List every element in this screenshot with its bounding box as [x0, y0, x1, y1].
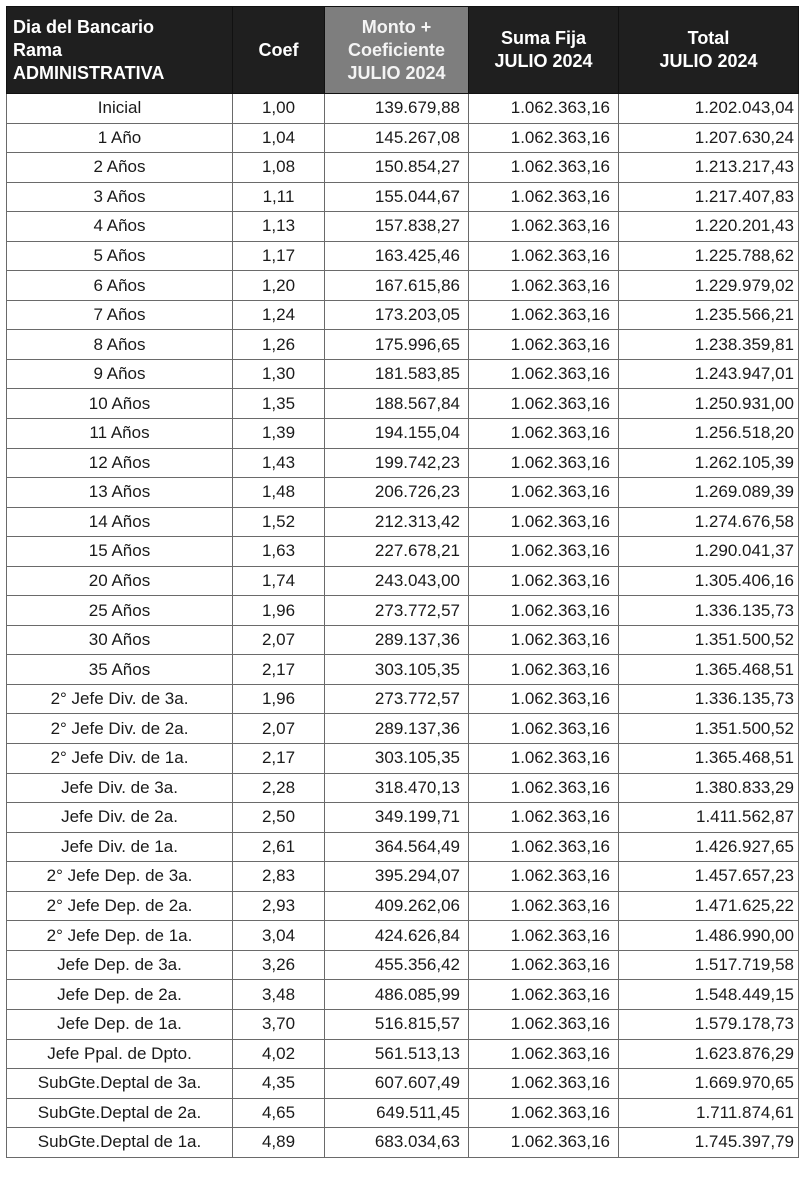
monto-cell: 395.294,07: [325, 862, 469, 892]
coef-cell: 2,50: [233, 803, 325, 833]
total-cell: 1.250.931,00: [619, 389, 799, 419]
total-cell: 1.380.833,29: [619, 773, 799, 803]
category-cell: Jefe Div. de 1a.: [7, 832, 233, 862]
monto-cell: 409.262,06: [325, 891, 469, 921]
table-row: [7, 271, 799, 301]
table-row: [7, 803, 799, 833]
monto-cell: 455.356,42: [325, 950, 469, 980]
total-cell: 1.336.135,73: [619, 684, 799, 714]
suma-fija-cell: 1.062.363,16: [469, 241, 619, 271]
category-cell: 2° Jefe Dep. de 2a.: [7, 891, 233, 921]
coef-cell: 3,48: [233, 980, 325, 1010]
coef-cell: 2,17: [233, 655, 325, 685]
header-total-line: JULIO 2024: [659, 51, 758, 71]
category-cell: 30 Años: [7, 625, 233, 655]
coef-cell: 4,35: [233, 1069, 325, 1099]
monto-cell: 289.137,36: [325, 714, 469, 744]
table-row: [7, 241, 799, 271]
category-cell: 11 Años: [7, 419, 233, 449]
category-cell: 2° Jefe Div. de 1a.: [7, 744, 233, 774]
category-cell: Jefe Dep. de 1a.: [7, 1009, 233, 1039]
suma-fija-cell: 1.062.363,16: [469, 359, 619, 389]
monto-cell: 167.615,86: [325, 271, 469, 301]
total-cell: 1.235.566,21: [619, 300, 799, 330]
header-monto-line: Monto +: [361, 16, 432, 37]
coef-cell: 3,26: [233, 950, 325, 980]
table-row: [7, 537, 799, 567]
header-total: [619, 7, 799, 94]
monto-cell: 303.105,35: [325, 744, 469, 774]
category-cell: 5 Años: [7, 241, 233, 271]
table-row: [7, 832, 799, 862]
table-row: [7, 714, 799, 744]
suma-fija-cell: 1.062.363,16: [469, 980, 619, 1010]
category-cell: 3 Años: [7, 182, 233, 212]
suma-fija-cell: 1.062.363,16: [469, 271, 619, 301]
table-row: [7, 448, 799, 478]
monto-cell: 163.425,46: [325, 241, 469, 271]
header-category-line: ADMINISTRATIVA: [13, 62, 165, 83]
table-row: [7, 625, 799, 655]
suma-fija-cell: 1.062.363,16: [469, 832, 619, 862]
category-cell: 35 Años: [7, 655, 233, 685]
total-cell: 1.548.449,15: [619, 980, 799, 1010]
suma-fija-cell: 1.062.363,16: [469, 950, 619, 980]
category-cell: 25 Años: [7, 596, 233, 626]
total-cell: 1.711.874,61: [619, 1098, 799, 1128]
total-cell: 1.426.927,65: [619, 832, 799, 862]
category-cell: 1 Año: [7, 123, 233, 153]
suma-fija-cell: 1.062.363,16: [469, 1098, 619, 1128]
suma-fija-cell: 1.062.363,16: [469, 478, 619, 508]
total-cell: 1.207.630,24: [619, 123, 799, 153]
monto-cell: 145.267,08: [325, 123, 469, 153]
table-row: [7, 389, 799, 419]
monto-cell: 424.626,84: [325, 921, 469, 951]
monto-cell: 194.155,04: [325, 419, 469, 449]
monto-cell: 303.105,35: [325, 655, 469, 685]
total-cell: 1.262.105,39: [619, 448, 799, 478]
table-row: [7, 300, 799, 330]
category-cell: 8 Años: [7, 330, 233, 360]
monto-cell: 150.854,27: [325, 153, 469, 183]
monto-cell: 649.511,45: [325, 1098, 469, 1128]
table-row: [7, 94, 799, 124]
category-cell: 12 Años: [7, 448, 233, 478]
total-cell: 1.217.407,83: [619, 182, 799, 212]
monto-cell: 683.034,63: [325, 1128, 469, 1158]
monto-cell: 181.583,85: [325, 359, 469, 389]
category-cell: 2° Jefe Div. de 3a.: [7, 684, 233, 714]
coef-cell: 2,93: [233, 891, 325, 921]
category-cell: 2° Jefe Dep. de 1a.: [7, 921, 233, 951]
total-cell: 1.351.500,52: [619, 714, 799, 744]
suma-fija-cell: 1.062.363,16: [469, 803, 619, 833]
coef-cell: 4,89: [233, 1128, 325, 1158]
suma-fija-cell: 1.062.363,16: [469, 212, 619, 242]
table-header-row: [7, 7, 799, 94]
table-row: [7, 773, 799, 803]
total-cell: 1.269.089,39: [619, 478, 799, 508]
suma-fija-cell: 1.062.363,16: [469, 566, 619, 596]
monto-cell: 273.772,57: [325, 596, 469, 626]
suma-fija-cell: 1.062.363,16: [469, 419, 619, 449]
suma-fija-cell: 1.062.363,16: [469, 773, 619, 803]
total-cell: 1.486.990,00: [619, 921, 799, 951]
suma-fija-cell: 1.062.363,16: [469, 507, 619, 537]
monto-cell: 243.043,00: [325, 566, 469, 596]
coef-cell: 1,13: [233, 212, 325, 242]
monto-cell: 486.085,99: [325, 980, 469, 1010]
total-cell: 1.305.406,16: [619, 566, 799, 596]
category-cell: 20 Años: [7, 566, 233, 596]
suma-fija-cell: 1.062.363,16: [469, 1039, 619, 1069]
monto-cell: 212.313,42: [325, 507, 469, 537]
category-cell: SubGte.Deptal de 1a.: [7, 1128, 233, 1158]
total-cell: 1.243.947,01: [619, 359, 799, 389]
monto-cell: 227.678,21: [325, 537, 469, 567]
coef-cell: 1,08: [233, 153, 325, 183]
coef-cell: 1,52: [233, 507, 325, 537]
suma-fija-cell: 1.062.363,16: [469, 625, 619, 655]
total-cell: 1.225.788,62: [619, 241, 799, 271]
category-cell: 2 Años: [7, 153, 233, 183]
table-row: [7, 123, 799, 153]
monto-cell: 155.044,67: [325, 182, 469, 212]
total-cell: 1.579.178,73: [619, 1009, 799, 1039]
monto-cell: 607.607,49: [325, 1069, 469, 1099]
suma-fija-cell: 1.062.363,16: [469, 330, 619, 360]
total-cell: 1.411.562,87: [619, 803, 799, 833]
table-row: [7, 182, 799, 212]
category-cell: 7 Años: [7, 300, 233, 330]
monto-cell: 349.199,71: [325, 803, 469, 833]
suma-fija-cell: 1.062.363,16: [469, 655, 619, 685]
total-cell: 1.745.397,79: [619, 1128, 799, 1158]
header-category-line: Rama: [13, 39, 63, 60]
suma-fija-cell: 1.062.363,16: [469, 1009, 619, 1039]
total-cell: 1.351.500,52: [619, 625, 799, 655]
salary-table: [6, 6, 799, 1158]
monto-cell: 318.470,13: [325, 773, 469, 803]
monto-cell: 175.996,65: [325, 330, 469, 360]
total-cell: 1.202.043,04: [619, 94, 799, 124]
coef-cell: 1,30: [233, 359, 325, 389]
total-cell: 1.213.217,43: [619, 153, 799, 183]
coef-cell: 1,74: [233, 566, 325, 596]
total-cell: 1.471.625,22: [619, 891, 799, 921]
category-cell: 10 Años: [7, 389, 233, 419]
table-row: [7, 921, 799, 951]
header-total-line: Total: [687, 28, 730, 48]
category-cell: 13 Años: [7, 478, 233, 508]
suma-fija-cell: 1.062.363,16: [469, 862, 619, 892]
table-row: [7, 891, 799, 921]
total-cell: 1.365.468,51: [619, 744, 799, 774]
suma-fija-cell: 1.062.363,16: [469, 921, 619, 951]
table-row: [7, 1069, 799, 1099]
header-suma-fija: [469, 7, 619, 94]
suma-fija-cell: 1.062.363,16: [469, 94, 619, 124]
total-cell: 1.274.676,58: [619, 507, 799, 537]
coef-cell: 4,02: [233, 1039, 325, 1069]
coef-cell: 1,43: [233, 448, 325, 478]
header-suma-line: JULIO 2024: [494, 51, 593, 71]
monto-cell: 188.567,84: [325, 389, 469, 419]
table-body: [7, 94, 799, 1158]
category-cell: Jefe Div. de 2a.: [7, 803, 233, 833]
suma-fija-cell: 1.062.363,16: [469, 1069, 619, 1099]
total-cell: 1.229.979,02: [619, 271, 799, 301]
coef-cell: 4,65: [233, 1098, 325, 1128]
table-row: [7, 153, 799, 183]
category-cell: Jefe Div. de 3a.: [7, 773, 233, 803]
monto-cell: 157.838,27: [325, 212, 469, 242]
monto-cell: 273.772,57: [325, 684, 469, 714]
suma-fija-cell: 1.062.363,16: [469, 744, 619, 774]
coef-cell: 1,63: [233, 537, 325, 567]
header-suma-line: Suma Fija: [500, 28, 587, 48]
table-row: [7, 950, 799, 980]
category-cell: Inicial: [7, 94, 233, 124]
monto-cell: 173.203,05: [325, 300, 469, 330]
table-row: [7, 862, 799, 892]
monto-cell: 199.742,23: [325, 448, 469, 478]
category-cell: SubGte.Deptal de 3a.: [7, 1069, 233, 1099]
table-row: [7, 744, 799, 774]
suma-fija-cell: 1.062.363,16: [469, 684, 619, 714]
total-cell: 1.669.970,65: [619, 1069, 799, 1099]
category-cell: 6 Años: [7, 271, 233, 301]
table-row: [7, 655, 799, 685]
coef-cell: 1,39: [233, 419, 325, 449]
category-cell: Jefe Ppal. de Dpto.: [7, 1039, 233, 1069]
table-row: [7, 507, 799, 537]
table-row: [7, 1098, 799, 1128]
header-coef: Coef: [233, 7, 325, 94]
total-cell: 1.238.359,81: [619, 330, 799, 360]
table-row: [7, 330, 799, 360]
suma-fija-cell: 1.062.363,16: [469, 389, 619, 419]
coef-cell: 3,70: [233, 1009, 325, 1039]
coef-cell: 2,07: [233, 625, 325, 655]
table-row: [7, 1128, 799, 1158]
table-row: [7, 478, 799, 508]
suma-fija-cell: 1.062.363,16: [469, 1128, 619, 1158]
category-cell: Jefe Dep. de 2a.: [7, 980, 233, 1010]
suma-fija-cell: 1.062.363,16: [469, 182, 619, 212]
monto-cell: 139.679,88: [325, 94, 469, 124]
header-monto: [325, 7, 469, 94]
total-cell: 1.256.518,20: [619, 419, 799, 449]
monto-cell: 364.564,49: [325, 832, 469, 862]
category-cell: 14 Años: [7, 507, 233, 537]
total-cell: 1.623.876,29: [619, 1039, 799, 1069]
salary-table-sheet: [6, 6, 798, 1158]
coef-cell: 2,83: [233, 862, 325, 892]
coef-cell: 2,61: [233, 832, 325, 862]
table-row: [7, 212, 799, 242]
monto-cell: 516.815,57: [325, 1009, 469, 1039]
monto-cell: 206.726,23: [325, 478, 469, 508]
suma-fija-cell: 1.062.363,16: [469, 891, 619, 921]
category-cell: 2° Jefe Div. de 2a.: [7, 714, 233, 744]
coef-cell: 2,07: [233, 714, 325, 744]
table-row: [7, 980, 799, 1010]
table-row: [7, 684, 799, 714]
coef-cell: 1,24: [233, 300, 325, 330]
coef-cell: 1,17: [233, 241, 325, 271]
category-cell: 2° Jefe Dep. de 3a.: [7, 862, 233, 892]
category-cell: SubGte.Deptal de 2a.: [7, 1098, 233, 1128]
suma-fija-cell: 1.062.363,16: [469, 300, 619, 330]
total-cell: 1.336.135,73: [619, 596, 799, 626]
coef-cell: 1,20: [233, 271, 325, 301]
suma-fija-cell: 1.062.363,16: [469, 448, 619, 478]
table-row: [7, 1039, 799, 1069]
header-monto-line: JULIO 2024: [347, 62, 446, 83]
suma-fija-cell: 1.062.363,16: [469, 714, 619, 744]
total-cell: 1.517.719,58: [619, 950, 799, 980]
coef-cell: 3,04: [233, 921, 325, 951]
header-category-line: Dia del Bancario: [13, 16, 155, 37]
category-cell: 4 Años: [7, 212, 233, 242]
coef-cell: 1,96: [233, 684, 325, 714]
table-row: [7, 1009, 799, 1039]
header-monto-line: Coeficiente: [347, 39, 446, 60]
total-cell: 1.457.657,23: [619, 862, 799, 892]
category-cell: Jefe Dep. de 3a.: [7, 950, 233, 980]
category-cell: 15 Años: [7, 537, 233, 567]
coef-cell: 2,17: [233, 744, 325, 774]
coef-cell: 2,28: [233, 773, 325, 803]
coef-cell: 1,48: [233, 478, 325, 508]
table-row: [7, 566, 799, 596]
coef-cell: 1,04: [233, 123, 325, 153]
table-row: [7, 596, 799, 626]
suma-fija-cell: 1.062.363,16: [469, 596, 619, 626]
table-row: [7, 359, 799, 389]
coef-cell: 1,26: [233, 330, 325, 360]
table-row: [7, 419, 799, 449]
suma-fija-cell: 1.062.363,16: [469, 123, 619, 153]
total-cell: 1.365.468,51: [619, 655, 799, 685]
coef-cell: 1,00: [233, 94, 325, 124]
suma-fija-cell: 1.062.363,16: [469, 537, 619, 567]
total-cell: 1.290.041,37: [619, 537, 799, 567]
coef-cell: 1,96: [233, 596, 325, 626]
coef-cell: 1,11: [233, 182, 325, 212]
monto-cell: 289.137,36: [325, 625, 469, 655]
coef-cell: 1,35: [233, 389, 325, 419]
category-cell: 9 Años: [7, 359, 233, 389]
total-cell: 1.220.201,43: [619, 212, 799, 242]
monto-cell: 561.513,13: [325, 1039, 469, 1069]
suma-fija-cell: 1.062.363,16: [469, 153, 619, 183]
header-category: [7, 7, 233, 94]
